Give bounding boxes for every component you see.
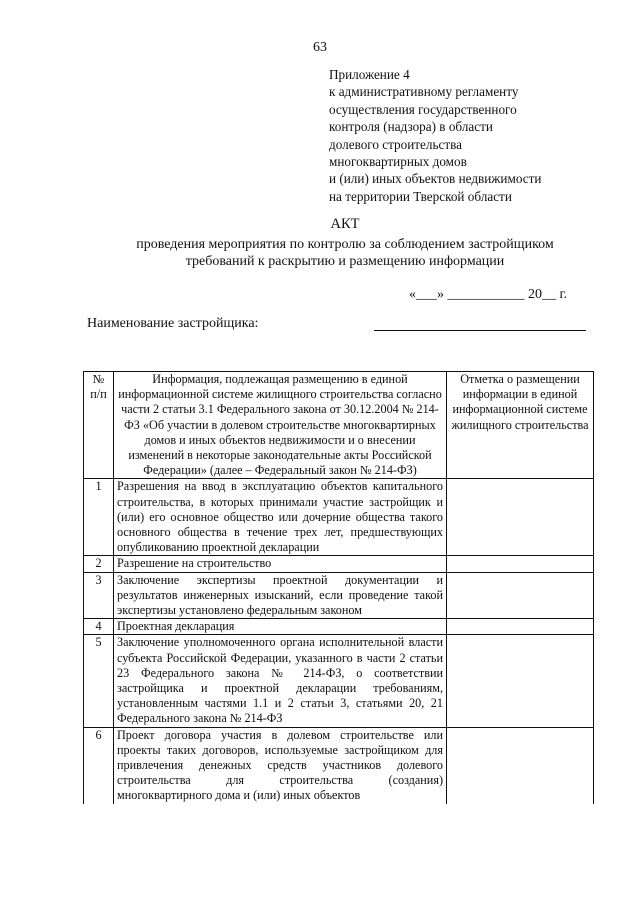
appendix-line: к административному регламенту	[329, 84, 519, 100]
header-information: Информация, подлежащая размещению в единой информационной системе жилищного строительства согласно части 2 статьи 3.1 Федерального закона от 30.12.2004 № 214-ФЗ «Об участии в долевом строительстве многоквартирных домов и иных объектов недвижимости и о внесении изменений в некоторые законодательные акты Российской Федерации» (далее – Федеральный закон № 214-ФЗ)	[114, 372, 447, 479]
row-mark-cell[interactable]	[447, 635, 594, 727]
act-subtitle-line: проведения мероприятия по контролю за соблюдением застройщиком	[136, 237, 554, 252]
information-table	[83, 371, 594, 804]
header-number: № п/п	[84, 372, 114, 479]
row-mark-cell[interactable]	[447, 619, 594, 635]
row-number: 3	[84, 572, 114, 619]
row-number: 5	[84, 635, 114, 727]
table-row	[84, 635, 594, 727]
row-number: 4	[84, 619, 114, 635]
table-header-row	[84, 372, 594, 479]
table-row	[84, 727, 594, 804]
appendix-line: на территории Тверской области	[329, 188, 512, 204]
row-text: Заключение уполномоченного органа исполнительной власти субъекта Российской Федерации, указанного в части 2 статьи 23 Федерального закона № 214-ФЗ, о соответствии застройщика и проектной декларации требованиям, установленным частями 1.1 и 2 статьи 3, статьями 20, 21 Федерального закона № 214-ФЗ	[114, 635, 447, 727]
act-subtitle	[0, 236, 640, 270]
table-row	[84, 556, 594, 572]
row-mark-cell[interactable]	[447, 572, 594, 619]
table-row	[84, 479, 594, 556]
row-text: Проект договора участия в долевом строительстве или проекты таких договоров, используемые застройщиком для привлечения денежных средств участников долевого строительства для строительства (создания) многоквартирного дома и (или) иных объектов	[114, 727, 447, 804]
developer-name-field[interactable]	[374, 314, 586, 331]
appendix-line: и (или) иных объектов недвижимости	[329, 171, 542, 187]
row-mark-cell[interactable]	[447, 556, 594, 572]
appendix-line: осуществления государственного	[329, 101, 517, 117]
table-row	[84, 572, 594, 619]
row-text: Разрешение на строительство	[114, 556, 447, 572]
row-mark-cell[interactable]	[447, 727, 594, 804]
row-number: 6	[84, 727, 114, 804]
developer-name-label: Наименование застройщика:	[87, 316, 259, 331]
row-number: 1	[84, 479, 114, 556]
act-subtitle-line: требований к раскрытию и размещению информации	[185, 254, 505, 269]
header-placement-mark: Отметка о размещении информации в единой информационной системе жилищного строительства	[447, 372, 594, 479]
row-text: Разрешения на ввод в эксплуатацию объектов капитального строительства, в которых принимали участие застройщик и (или) его основное общество или дочерние общества такого основного общества в течение трех лет, предшествующих опубликованию проектной декларации	[114, 479, 447, 556]
act-title: АКТ	[330, 216, 360, 232]
table-row	[84, 619, 594, 635]
appendix-line: долевого строительства	[329, 136, 463, 152]
appendix-line: Приложение 4	[329, 67, 410, 82]
row-text: Проектная декларация	[114, 619, 447, 635]
appendix-line: многоквартирных домов	[329, 154, 467, 170]
page-number: 63	[313, 40, 327, 55]
row-number: 2	[84, 556, 114, 572]
date-field[interactable]: «___» ___________ 20__ г.	[409, 287, 568, 302]
appendix-line: контроля (надзора) в области	[329, 119, 493, 135]
appendix-header	[329, 66, 541, 205]
row-text: Заключение экспертизы проектной документации и результатов инженерных изысканий, если проведение такой экспертизы установлено федеральным законом	[114, 572, 447, 619]
row-mark-cell[interactable]	[447, 479, 594, 556]
